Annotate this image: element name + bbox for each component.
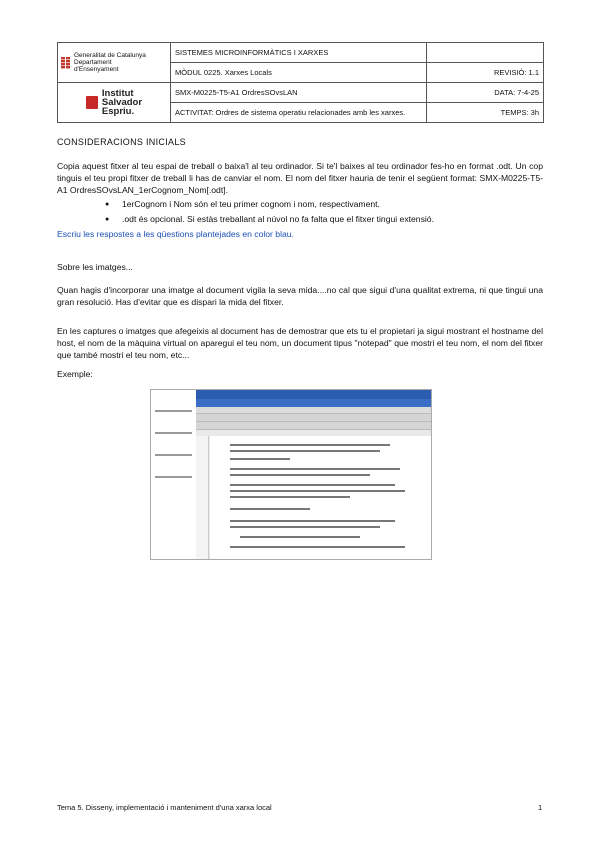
header-table bbox=[57, 42, 544, 123]
activity-title: ACTIVITAT: Ordres de sistema operatiu relacionades amb les xarxes. bbox=[171, 103, 427, 123]
date-label: DATA: 7-4-25 bbox=[427, 83, 544, 103]
institut-logo-text: Institut Salvador Espriu. bbox=[101, 88, 143, 117]
footer-text: Tema 5. Disseny, implementació i manteniment d'una xarxa local bbox=[57, 803, 272, 812]
images-subtitle: Sobre les imatges... bbox=[57, 262, 133, 272]
screenshot-menubar bbox=[196, 407, 431, 414]
list-item: ● 1erCognom i Nom són el teu primer cognom i nom, respectivament. bbox=[105, 197, 525, 212]
screenshot-document-area bbox=[210, 436, 431, 559]
list-item: ● .odt és opcional. Si estàs treballant al núvol no fa falta que el fitxer tingui extensió. bbox=[105, 212, 525, 227]
image-size-paragraph: Quan hagis d'incorporar una imatge al document vigila la seva mida....no cal que sigui d'una qualitat extrema, ni que tingui una gran resolució. Has d'evitar que es dispari la mida del fitxer. bbox=[57, 285, 543, 307]
screenshot-toolbar bbox=[196, 414, 431, 422]
section-title: CONSIDERACIONS INICIALS bbox=[57, 137, 186, 147]
header-empty-cell bbox=[427, 43, 544, 63]
screenshot-titlebar bbox=[196, 390, 431, 399]
example-label: Exemple: bbox=[57, 369, 93, 379]
screenshot-editor-window bbox=[196, 390, 431, 559]
generalitat-logo-text: Generalitat de Catalunya Departament d'Ensenyament bbox=[74, 52, 146, 73]
course-title: SISTEMES MICROINFORMÀTICS I XARXES bbox=[171, 43, 427, 63]
activity-code: SMX-M0225-T5-A1 OrdresSOvsLAN bbox=[171, 83, 427, 103]
blue-instruction: Escriu les respostes a les qüestions plantejades en color blau. bbox=[57, 229, 294, 239]
screenshot-side-panel bbox=[151, 390, 197, 559]
naming-rules-list bbox=[105, 197, 525, 227]
time-label: TEMPS: 3h bbox=[427, 103, 544, 123]
screenshot-doc-titlebar bbox=[196, 399, 431, 407]
intro-paragraph: Copia aquest fitxer al teu espai de treball o baixa'l al teu ordinador. Si te'l baixes al teu ordinador fes-ho en format .odt. Un cop tinguis el teu propi fitxer de treball li has de canviar el nom. El nom del fitxer hauria de tenir el següent format: SMX-M0225-T5-A1 OrdresSOvsLAN_1erCognom_Nom[.odt]. bbox=[57, 161, 543, 195]
example-screenshot-image bbox=[150, 389, 432, 560]
revision-label: REVISIÓ: 1.1 bbox=[427, 63, 544, 83]
ownership-paragraph: En les captures o imatges que afegeixis al document has de demostrar que ets tu el propietari ja sigui mostrant el hostname del host, el nom de la màquina virtual on aparegui el teu nom, un document tipus "notepad" que mostri el teu nom, el nom del fitxer que també mostri el teu nom, etc... bbox=[57, 326, 543, 360]
institut-logo-icon bbox=[86, 96, 98, 109]
institut-logo-cell bbox=[58, 83, 171, 123]
screenshot-toolbar bbox=[196, 422, 431, 430]
generalitat-logo-cell bbox=[58, 43, 171, 83]
module-title: MÒDUL 0225. Xarxes Locals bbox=[171, 63, 427, 83]
screenshot-ruler bbox=[196, 436, 209, 559]
generalitat-emblem-icon bbox=[61, 57, 70, 69]
page-number: 1 bbox=[538, 803, 543, 812]
